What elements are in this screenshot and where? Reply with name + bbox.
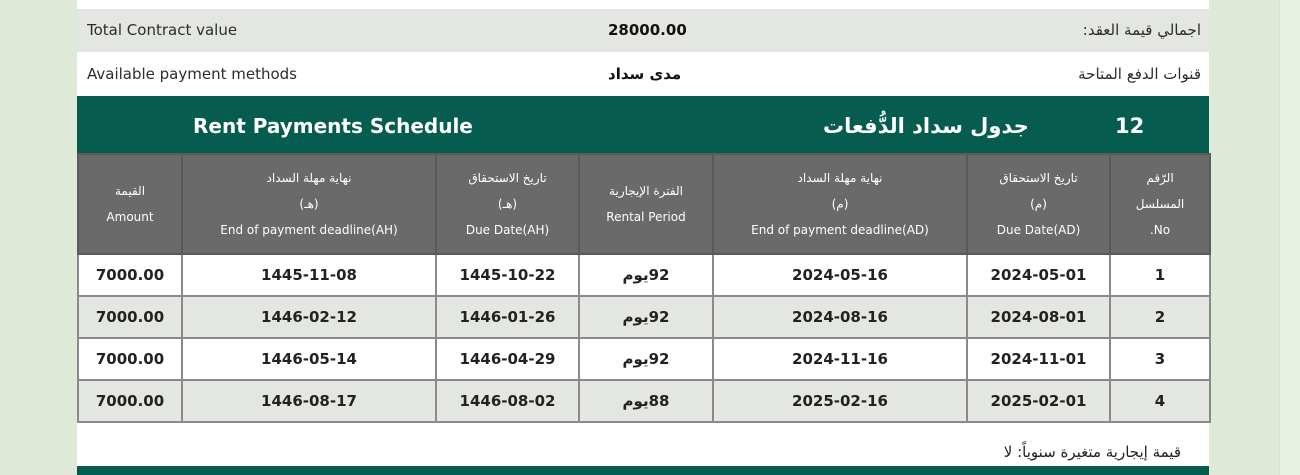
total-contract-row: [77, 9, 1209, 52]
cell-period: 92يوم: [579, 338, 713, 380]
table-row: [78, 254, 1210, 296]
page-edge-right: [1280, 0, 1300, 475]
table-row: [78, 338, 1210, 380]
cell-no: 2: [1110, 296, 1210, 338]
header-due-ad-mark: (م): [1030, 197, 1047, 211]
cell-period: 92يوم: [579, 296, 713, 338]
payment-methods-value: مدى سداد: [608, 65, 682, 83]
cell-due-ad: 2025-02-01: [967, 380, 1110, 422]
cell-due-ah: 1446-01-26: [436, 296, 579, 338]
cell-no: 3: [1110, 338, 1210, 380]
section-title-en: Rent Payments Schedule: [193, 114, 473, 138]
cell-amount: 7000.00: [78, 338, 182, 380]
variable-rent-note: قيمة إيجارية متغيرة سنوياً: لا: [1003, 443, 1181, 461]
header-amount: [78, 154, 182, 254]
header-due-date-ad: [967, 154, 1110, 254]
header-serial-number: [1110, 154, 1210, 254]
cell-no: 1: [1110, 254, 1210, 296]
header-due-ad-en: Due Date(AD): [996, 223, 1081, 237]
payments-schedule-table: [77, 153, 1211, 423]
cell-due-ad: 2024-08-01: [967, 296, 1110, 338]
cell-due-ad: 2024-05-01: [967, 254, 1110, 296]
header-period-ar: الفترة الإيجارية: [609, 184, 683, 198]
cell-due-ah: 1445-10-22: [436, 254, 579, 296]
cell-amount: 7000.00: [78, 254, 182, 296]
header-due-date-ah: [436, 154, 579, 254]
header-end-ad-mark: (م): [831, 197, 849, 211]
header-end-ah-en: End of payment deadline(AH): [220, 223, 398, 237]
header-rental-period: [579, 154, 713, 254]
cell-due-ad: 2024-11-01: [967, 338, 1110, 380]
cell-end-ad: 2024-11-16: [713, 338, 967, 380]
cell-amount: 7000.00: [78, 296, 182, 338]
top-strip: [77, 0, 1209, 9]
cell-amount: 7000.00: [78, 380, 182, 422]
header-due-ah-en: Due Date(AH): [465, 223, 550, 237]
table-row: [78, 380, 1210, 422]
header-due-ah-ar: تاريخ الاستحقاق: [468, 171, 547, 185]
table-row: [78, 296, 1210, 338]
cell-no: 4: [1110, 380, 1210, 422]
cell-due-ah: 1446-08-02: [436, 380, 579, 422]
header-end-ah-ar: نهاية مهلة السداد: [266, 171, 352, 185]
cell-end-ah: 1445-11-08: [182, 254, 436, 296]
cell-end-ah: 1446-05-14: [182, 338, 436, 380]
total-contract-label-en: Total Contract value: [87, 21, 238, 39]
cell-end-ad: 2024-05-16: [713, 254, 967, 296]
cell-period: 88يوم: [579, 380, 713, 422]
total-contract-label-ar: اجمالي قيمة العقد:: [1082, 21, 1201, 39]
header-no-ar-2: المسلسل: [1135, 197, 1185, 211]
header-end-ah-mark: (هـ): [299, 197, 319, 211]
header-period-en: Rental Period: [606, 210, 686, 224]
section-number: 12: [1115, 114, 1145, 138]
header-end-ad-ar: نهاية مهلة السداد: [797, 171, 883, 185]
header-end-deadline-ah: [182, 154, 436, 254]
cell-end-ah: 1446-08-17: [182, 380, 436, 422]
table-header-row: [78, 154, 1210, 254]
section-title-ar: جدول سداد الدُّفعات: [823, 114, 1029, 138]
cell-due-ah: 1446-04-29: [436, 338, 579, 380]
cell-period: 92يوم: [579, 254, 713, 296]
payment-methods-label-ar: قنوات الدفع المتاحة: [1078, 65, 1201, 83]
payment-methods-label-en: Available payment methods: [87, 65, 297, 83]
contract-sheet: [77, 0, 1209, 475]
header-end-deadline-ad: [713, 154, 967, 254]
cell-end-ah: 1446-02-12: [182, 296, 436, 338]
footer-band: [77, 466, 1209, 475]
header-no-ar-1: الرّقم: [1146, 171, 1174, 185]
section-header-band: [77, 96, 1209, 153]
header-due-ad-ar: تاريخ الاستحقاق: [999, 171, 1078, 185]
header-end-ad-en: End of payment deadline(AD): [751, 223, 929, 237]
cell-end-ad: 2025-02-16: [713, 380, 967, 422]
header-amount-ar: القيمة: [114, 184, 146, 198]
cell-end-ad: 2024-08-16: [713, 296, 967, 338]
header-due-ah-mark: (هـ): [497, 197, 518, 211]
header-amount-en: Amount: [106, 210, 154, 224]
total-contract-value: 28000.00: [608, 21, 687, 39]
header-no-en: .No: [1149, 223, 1171, 237]
payment-methods-row: [77, 53, 1209, 96]
